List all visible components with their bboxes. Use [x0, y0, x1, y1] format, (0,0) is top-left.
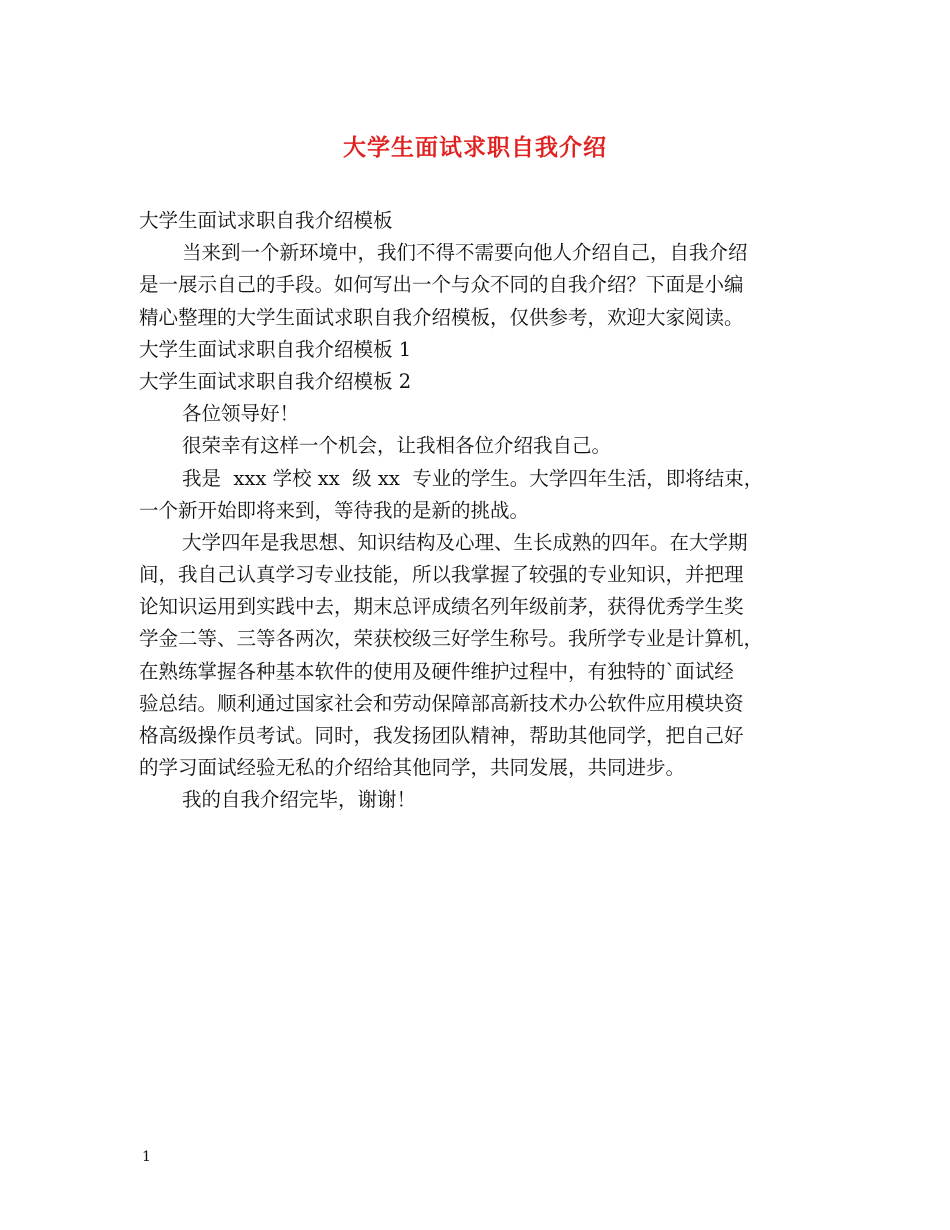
paragraph-line: 的学习面试经验无私的介绍给其他同学，共同发展，共同进步。: [139, 756, 686, 780]
paragraph-line: 间，我自己认真学习专业技能，所以我掌握了较强的专业知识，并把理: [139, 563, 744, 587]
paragraph-line: 当来到一个新环境中，我们不得不需要向他人介绍自己，自我介绍: [182, 241, 748, 265]
paragraph-line: 在熟练掌握各种基本软件的使用及硬件维护过程中，有独特的`面试经: [139, 659, 734, 683]
paragraph-line: 学金二等、三等各两次，荣获校级三好学生称号。我所学专业是计算机，: [139, 627, 764, 651]
paragraph-line: 格高级操作员考试。同时，我发扬团队精神，帮助其他同学，把自己好: [139, 724, 744, 747]
section-heading: 大学生面试求职自我介绍模板 2: [139, 369, 412, 393]
closing-line: 我的自我介绍完毕，谢谢！: [182, 788, 417, 812]
document-body: [139, 205, 817, 817]
paragraph-line: 大学四年是我思想、知识结构及心理、生长成熟的四年。在大学期: [182, 530, 748, 554]
document-title: 大学生面试求职自我介绍: [343, 134, 607, 161]
section-heading: 大学生面试求职自我介绍模板 1: [139, 337, 412, 361]
paragraph-line: 一个新开始即将来到，等待我的是新的挑战。: [139, 498, 530, 522]
paragraph-line: 很荣幸有这样一个机会，让我相各位介绍我自己。: [182, 434, 612, 458]
paragraph-line: 我是 xxx 学校 xx 级 xx 专业的学生。大学四年生活，即将结束，: [182, 466, 764, 490]
greeting-line: 各位领导好！: [182, 402, 300, 426]
page-number: 1: [142, 1149, 151, 1165]
paragraph-line: 验总结。顺利通过国家社会和劳动保障部高新技术办公软件应用模块资: [139, 691, 744, 715]
paragraph-line: 论知识运用到实践中去，期末总评成绩名列年级前茅，获得优秀学生奖: [139, 595, 744, 619]
paragraph-line: 是一展示自己的手段。如何写出一个与众不同的自我介绍？下面是小编: [139, 273, 744, 297]
subtitle-line: 大学生面试求职自我介绍模板: [139, 209, 393, 232]
paragraph-line: 精心整理的大学生面试求职自我介绍模板，仅供参考，欢迎大家阅读。: [139, 305, 744, 329]
